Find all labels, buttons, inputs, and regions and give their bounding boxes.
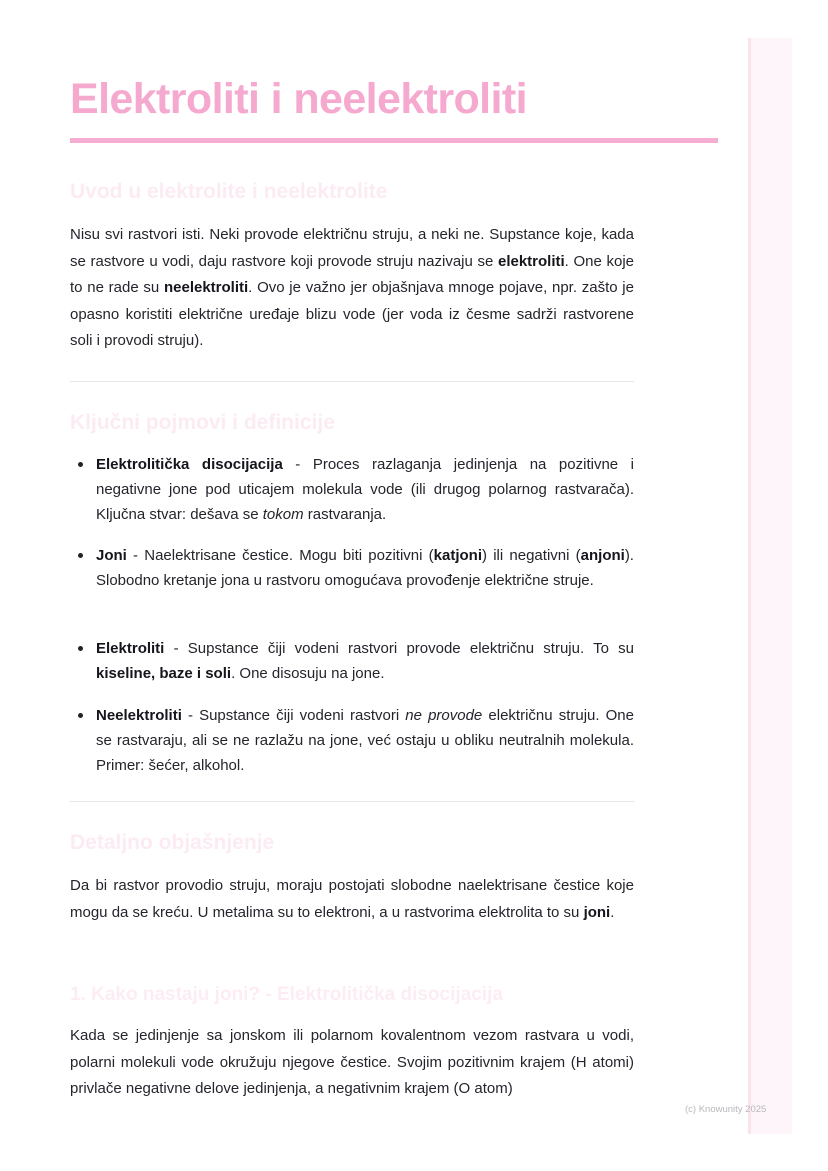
- bold-term: katjoni: [433, 547, 483, 564]
- text: . Ovo je važno jer objašnjava mnoge pojave, npr. zašto je opasno koristiti električne uređaje blizu vode (jer voda iz česme sadrži rastvorene soli i provodi struju).: [70, 279, 634, 349]
- bold-term: anjoni: [580, 547, 625, 564]
- text: .: [610, 903, 615, 921]
- section-divider: [70, 801, 634, 802]
- text: električnu struju. One se rastvaraju, ali se ne razlažu na jone, već ostaju u obliku neutralnih molekula. Primer: šećer, alkohol.: [96, 707, 634, 774]
- side-margin-band: [748, 38, 792, 1134]
- list-item: [70, 543, 634, 593]
- text: . One disosuju na jone.: [231, 665, 385, 682]
- document-title: Elektroliti i neelektroliti: [70, 75, 527, 123]
- bold-term: joni: [583, 903, 611, 921]
- section-divider: [70, 381, 634, 382]
- text: Nisu svi rastvori isti. Neki provode električnu struju, a neki ne. Supstance koje, kada se rastvore u vodi, daju rastvore koji provode struju nazivaju se: [70, 226, 634, 270]
- term: Elektroliti: [96, 640, 165, 657]
- text: rastvaranja.: [303, 506, 387, 523]
- bold-term: elektroliti: [497, 252, 565, 270]
- text: - Proces razlaganja jedinjenja na pozitivne i negativne jone pod uticajem molekula vode (ili drugog polarnog rastvarača). Ključna stvar: dešava se: [96, 456, 634, 523]
- text: - Supstance čiji vodeni rastvori: [181, 707, 406, 724]
- intro-paragraph: [70, 222, 634, 355]
- text: ). Slobodno kretanje jona u rastvoru omogućava provođenje električne struje.: [96, 547, 634, 589]
- text: Da bi rastvor provodio struju, moraju postojati slobodne naelektrisane čestice koje mogu da se kreću. U metalima su to elektroni, a u rastvorima elektrolita to su: [70, 877, 634, 921]
- text: ) ili negativni (: [482, 547, 581, 564]
- italic-text: ne provode: [405, 707, 483, 724]
- detailed-paragraph: [70, 873, 634, 926]
- text: . One koje to ne rade su: [70, 252, 635, 296]
- text: - Naelektrisane čestice. Mogu biti pozitivni (: [126, 547, 434, 564]
- section-heading-detailed: Detaljno objašnjenje: [70, 831, 275, 854]
- title-underline: [70, 138, 718, 143]
- italic-text: tokom: [262, 506, 304, 523]
- section-heading-intro: Uvod u elektrolite i neelektrolite: [70, 180, 388, 203]
- section-heading-key-terms: Ključni pojmovi i definicije: [70, 411, 335, 434]
- subsection-heading: 1. Kako nastaju joni? - Elektrolitička disocijacija: [70, 984, 503, 1005]
- term: Joni: [96, 547, 127, 564]
- term: Elektrolitička disocijacija: [96, 456, 283, 473]
- copyright-footer: (c) Knowunity 2025: [685, 1104, 767, 1115]
- list-item: [70, 703, 634, 778]
- bold-term: kiseline, baze i soli: [96, 665, 232, 682]
- text: - Supstance čiji vodeni rastvori provode električnu struju. To su: [164, 640, 634, 657]
- subsection-paragraph: Kada se jedinjenje sa jonskom ili polarnom kovalentnom vezom rastvara u vodi, polarni molekuli vode okružuju njegove čestice. Svojim pozitivnim krajem (H atomi) privlače negativne delove jedinjenja, a negativnim krajem (O atom): [70, 1027, 634, 1097]
- list-item: [70, 636, 634, 686]
- list-item: [70, 452, 634, 527]
- bold-term: neelektroliti: [163, 279, 249, 296]
- side-margin-line: [748, 38, 751, 1134]
- term: Neelektroliti: [96, 707, 182, 724]
